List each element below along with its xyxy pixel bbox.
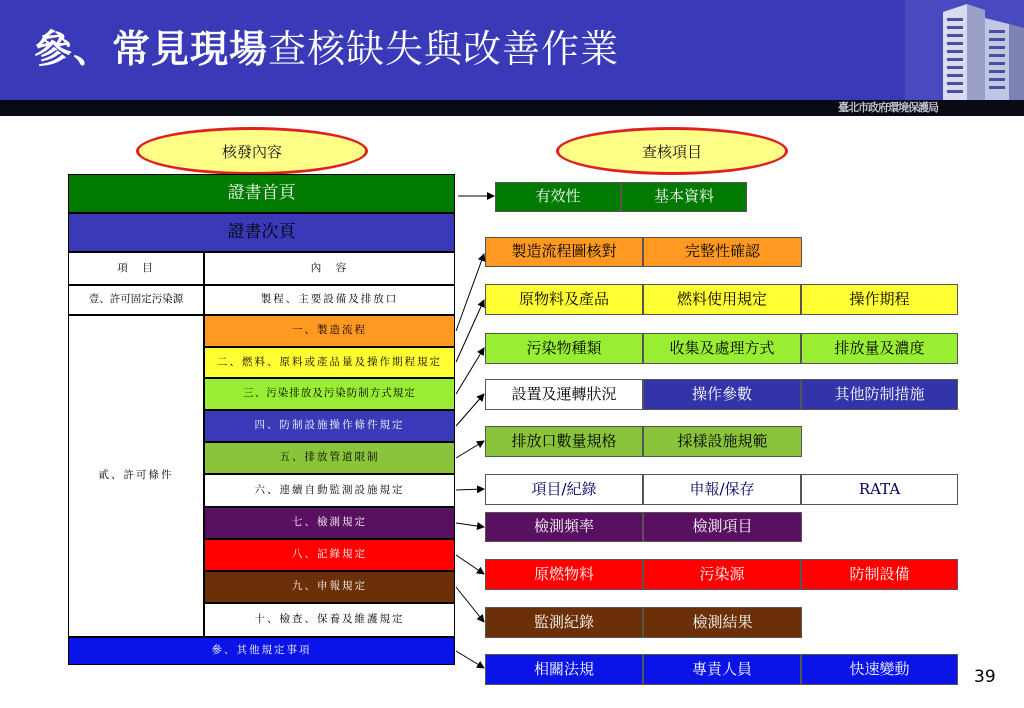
cert-first-page: 證書首頁: [68, 174, 455, 213]
condition-9: 九、申報規定: [204, 571, 455, 603]
check-cell: 防制設備: [801, 559, 958, 590]
check-cell: 操作參數: [643, 379, 801, 410]
fixed-source-item: 壹、許可固定污染源: [68, 285, 204, 315]
condition-3: 三、污染排放及污染防制方式規定: [204, 378, 455, 410]
condition-5: 五、排放管道限制: [204, 442, 455, 474]
check-cell: 採樣設施規範: [643, 426, 802, 457]
check-cell: 檢測結果: [643, 607, 802, 638]
check-cell: 設置及運轉狀況: [485, 379, 643, 410]
condition-10: 十、檢查、保養及維護規定: [204, 603, 455, 637]
check-cell: 有效性: [495, 182, 621, 212]
check-cell: RATA: [801, 474, 958, 505]
arrow-cond9: [456, 587, 484, 622]
condition-4: 四、防制設施操作條件規定: [204, 410, 455, 442]
condition-2: 二、燃料、原料或產品量及操作期程規定: [204, 347, 455, 378]
check-cell: 操作期程: [801, 284, 958, 315]
check-cell: 申報/保存: [643, 474, 801, 505]
arrow-cond4: [456, 394, 484, 426]
other-provisions: 參、其他規定事項: [68, 637, 455, 665]
check-cell: 快速變動: [801, 654, 958, 685]
arrow-cond6: [456, 489, 484, 490]
col-item-header: 項 目: [68, 252, 204, 285]
title-bold-part: 參、常見現場: [34, 27, 269, 71]
process-equipment-content: 製程、主要設備及排放口: [204, 285, 455, 315]
check-cell: 污染源: [643, 559, 801, 590]
arrow-cond5: [456, 441, 484, 458]
arrow-other: [456, 651, 484, 668]
check-cell: 監測紀錄: [485, 607, 643, 638]
arrow-cond3: [456, 348, 484, 394]
check-cell: 完整性確認: [643, 237, 802, 267]
arrow-cond7: [456, 523, 484, 527]
check-cell: 基本資料: [621, 182, 747, 212]
check-cell: 檢測頻率: [485, 512, 643, 542]
arrow-cond1: [456, 254, 484, 331]
check-cell: 原燃物料: [485, 559, 643, 590]
inspection-items-header: 查核項目: [556, 127, 788, 175]
condition-8: 八、記錄規定: [204, 539, 455, 571]
check-cell: 污染物種類: [485, 333, 643, 364]
organization-label: 臺北市政府環境保護局: [838, 101, 938, 114]
issued-content-header: 核發內容: [136, 127, 368, 175]
title-rest-part: 查核缺失與改善作業: [268, 27, 620, 71]
condition-7: 七、檢測規定: [204, 507, 455, 539]
arrow-cond8: [456, 555, 484, 574]
condition-1: 一、製造流程: [204, 315, 455, 347]
check-cell: 製造流程圖核對: [485, 237, 643, 267]
check-cell: 檢測項目: [643, 512, 802, 542]
check-cell: 燃料使用規定: [643, 284, 801, 315]
condition-6: 六、連續自動監測設施規定: [204, 474, 455, 507]
check-cell: 排放口數量規格: [485, 426, 643, 457]
col-content-header: 內 容: [204, 252, 455, 285]
check-cell: 其他防制措施: [801, 379, 958, 410]
check-cell: 相關法規: [485, 654, 643, 685]
check-cell: 原物料及產品: [485, 284, 643, 315]
page-number: 39: [974, 667, 996, 687]
check-cell: 項目/紀錄: [485, 474, 643, 505]
cert-second-page: 證書次頁: [68, 213, 455, 252]
check-cell: 收集及處理方式: [643, 333, 801, 364]
arrow-cond2: [456, 300, 484, 362]
check-cell: 排放量及濃度: [801, 333, 958, 364]
permit-conditions-item: 貳、許可條件: [68, 315, 204, 637]
check-cell: 專責人員: [643, 654, 801, 685]
